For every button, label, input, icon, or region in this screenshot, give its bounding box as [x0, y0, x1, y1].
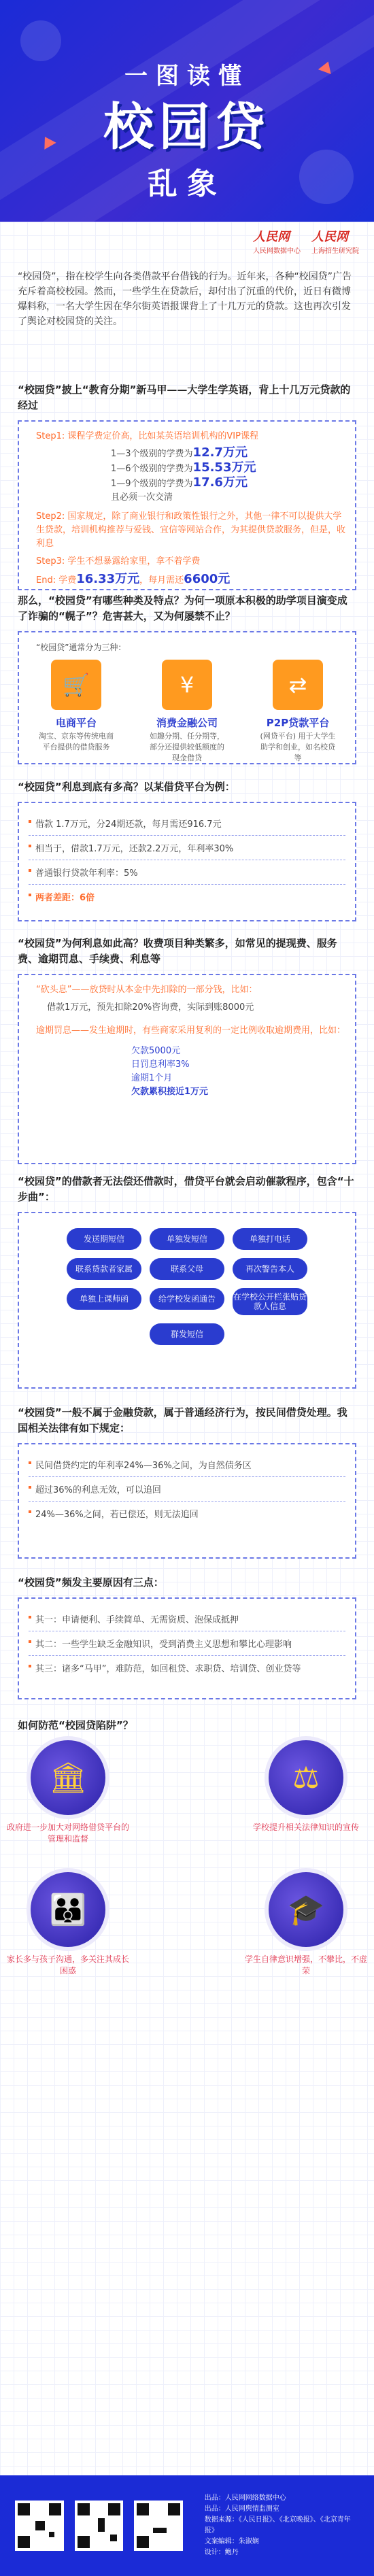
- section-question: “校园贷”频发主要原因有三点：: [18, 1576, 164, 1589]
- logo-people-data: 人民网 人民网数据中心: [253, 230, 301, 255]
- cause-row: 其三：诸多“马甲”，难防范，如回租贷、求职贷、培训贷、创业贷等: [29, 1656, 345, 1680]
- tip-students: 🎓 学生自律意识增强，不攀比，不虚荣: [245, 1872, 367, 1977]
- interest-row: 相当于，借款1.7万元，还款2.2万元，年利率30%: [29, 836, 345, 860]
- type-card-p2p: ⇄ P2P贷款平台 (网贷平台) 用于大学生助学和创业，如名校贷等: [257, 660, 339, 764]
- steps-box: [18, 420, 356, 590]
- section-question: “校园贷”为何利息如此高？收费项目种类繁多，如常见的提现费、服务费、逾期罚息、手续费、利息等: [18, 937, 337, 965]
- p2p-icon: ⇄: [273, 660, 323, 710]
- student-icon: 🎓: [269, 1872, 343, 1947]
- qr-code-3[interactable]: [134, 2501, 183, 2551]
- fee-item-1: 1—3个级别的学费为12.7万元: [111, 445, 248, 460]
- law-icon: ⚖: [269, 1740, 343, 1815]
- law-row: 超过36%的利息无效，可以追回: [29, 1477, 345, 1502]
- step3-text: Step3: 学生不想暴露给家里，拿不着学费: [36, 556, 201, 566]
- flow-step: 给学校发函通告: [150, 1288, 224, 1310]
- step1-text: Step1: 课程学费定价高，比如某英语培训机构的VIP课程: [36, 431, 258, 441]
- section-types: [0, 593, 374, 764]
- footer-credits: 出品：人民网网络数据中心 出品：人民网舆情监测室 数据来源：《人民日报》、《北京晚报》、《北京青年报》 文案编辑：朱淑娴 设计：鲍丹: [204, 2494, 351, 2556]
- section-question: 那么，“校园贷”有哪些种类及特点？为何一项原本积极的助学项目演变成了诈骗的“幌子”？危害甚大，又为何屡禁不止？: [18, 594, 347, 622]
- types-box: [18, 631, 356, 764]
- fee-item-3: 1—9个级别的学费为17.6万元: [111, 475, 248, 490]
- type-card-consumer-finance: ¥ 消费金融公司 如趣分期、任分期等，部分还提供较低额度的现金借贷: [146, 660, 228, 764]
- debt-item: 欠款5000元: [131, 1046, 181, 1056]
- fee-item-2: 1—6个级别的学费为15.53万元: [111, 460, 256, 475]
- hero-subtitle: 乱象: [148, 167, 226, 201]
- debt-item: 日罚息利率3%: [131, 1060, 190, 1070]
- decor-bubble: [20, 20, 61, 61]
- end-text: End: 学费16.33万元，每月需还6600元: [36, 572, 231, 586]
- flow-step: 发送期短信: [67, 1228, 141, 1250]
- hero-title: 校园贷: [103, 98, 271, 156]
- section-interest: [0, 779, 374, 921]
- interest-row: 借款 1.7万元，分24期还款，每月需还916.7元: [29, 811, 345, 836]
- law-row: 24%—36%之间，若已偿还，则无法追回: [29, 1502, 345, 1525]
- bank-icon: 🏛: [31, 1740, 105, 1815]
- interest-row: 两者差距：6倍: [29, 885, 345, 909]
- flow-step: 群发短信: [150, 1323, 224, 1345]
- cause-row: 其一：申请便利、手续简单、无需资质、泡保成抵押: [29, 1607, 345, 1631]
- debt-item: 欠款累积接近1万元: [131, 1087, 209, 1097]
- flow-step: 单独发短信: [150, 1228, 224, 1250]
- logo-bar: [253, 227, 359, 255]
- tip-school: ⚖ 学校提升相关法律知识的宣传: [245, 1740, 367, 1845]
- collection-box: [18, 1212, 356, 1389]
- intro-text: “校园贷”，指在校学生向各类借款平台借钱的行为。近年来，各种“校园贷”广告充斥着高校校园。然而，一些学生在贷款后，却付出了沉重的代价，近日有微博爆料称，一名大学生因在华尔街英语报课背上了十几万元的贷款。这也再次引发了舆论对校园贷的关注。: [18, 271, 352, 327]
- flow-step: 单独上课师函: [67, 1288, 141, 1310]
- debt-item: 逾期1个月: [131, 1073, 173, 1083]
- section-collection: [0, 1174, 374, 1389]
- section-causes: [0, 1575, 374, 1699]
- section-question: “校园贷”一般不属于金融贷款，属于普通经济行为，按民间借贷处理。我国相关法律有如下规定：: [18, 1406, 347, 1434]
- fees-box: [18, 974, 356, 1164]
- interest-row: 普通银行贷款年利率：5%: [29, 860, 345, 885]
- flow-step: 单独打电话: [233, 1228, 307, 1250]
- law-row: 民间借贷约定的年利率24%—36%之间，为自然债务区: [29, 1453, 345, 1477]
- fee-a-detail: 借款1万元，预先扣除20%咨询费，实际到账8000元: [47, 1002, 254, 1013]
- section-fees: [0, 936, 374, 1164]
- debt-list: [29, 1038, 345, 1099]
- flow-step: 再次警告本人: [233, 1258, 307, 1280]
- collection-flow: [29, 1221, 345, 1352]
- prevention-tips-row1: [0, 1740, 374, 1845]
- hero-banner: [0, 0, 374, 222]
- section-prevention: [0, 1718, 374, 1977]
- section-law: [0, 1405, 374, 1559]
- section-question: “校园贷”披上“教育分期”新马甲——大学生学英语，背上十几万元贷款的经过: [18, 384, 351, 411]
- money-icon: ¥: [162, 660, 212, 710]
- prevention-tips-row2: [0, 1872, 374, 1977]
- flow-step: 在学校公开栏张贴贷款人信息: [233, 1288, 307, 1315]
- cart-icon: 🛒: [51, 660, 101, 710]
- types-lead: “校园贷”通常分为三种：: [36, 643, 126, 652]
- fee-a: “砍头息”——放贷时从本金中先扣除的一部分钱，比如：: [36, 985, 258, 995]
- tip-government: 🏛 政府进一步加大对网络借贷平台的管理和监督: [7, 1740, 129, 1845]
- type-cards: [29, 660, 345, 764]
- qr-code-1[interactable]: [15, 2501, 64, 2551]
- fee-b: 逾期罚息——发生逾期时，有些商家采用复利的一定比例收取逾期费用，比如：: [36, 1026, 346, 1036]
- interest-box: [18, 802, 356, 921]
- qr-code-2[interactable]: [75, 2501, 124, 2551]
- logo-people-edu: 人民网 上海招生研究院: [311, 230, 359, 255]
- causes-box: [18, 1597, 356, 1699]
- fee-note: 且必须一次交清: [111, 492, 173, 503]
- tip-parents: 👪 家长多与孩子沟通，多关注其成长困惑: [7, 1872, 129, 1977]
- section-question: 如何防范“校园贷陷阱”？: [18, 1719, 133, 1731]
- section-question: “校园贷”的借款者无法偿还借款时，借贷平台就会启动催款程序，包含“十步曲”：: [18, 1175, 354, 1203]
- type-card-ecommerce: 🛒 电商平台 淘宝、京东等传统电商平台提供的借贷服务: [35, 660, 117, 764]
- law-box: [18, 1443, 356, 1559]
- flow-step: 联系父母: [150, 1258, 224, 1280]
- fee-list: [29, 443, 345, 507]
- cause-row: 其二：一些学生缺乏金融知识，受到消费主义思想和攀比心理影响: [29, 1631, 345, 1656]
- step2-text: Step2: 国家规定，除了商业银行和政策性银行之外，其他一律不可以提供大学生贷款，培训机构推荐与爱钱、宜信等网站合作，为其提供贷款服务，但是，收利息: [36, 511, 346, 549]
- flow-step: 联系贷款者家属: [67, 1258, 141, 1280]
- hero-kicker: 一图读懂: [124, 63, 250, 90]
- footer: [0, 2475, 374, 2576]
- content-area: [0, 222, 374, 2475]
- section-question: “校园贷”利息到底有多高？以某借贷平台为例：: [18, 781, 235, 793]
- family-icon: 👪: [31, 1872, 105, 1947]
- section-edu-installment: [0, 382, 374, 590]
